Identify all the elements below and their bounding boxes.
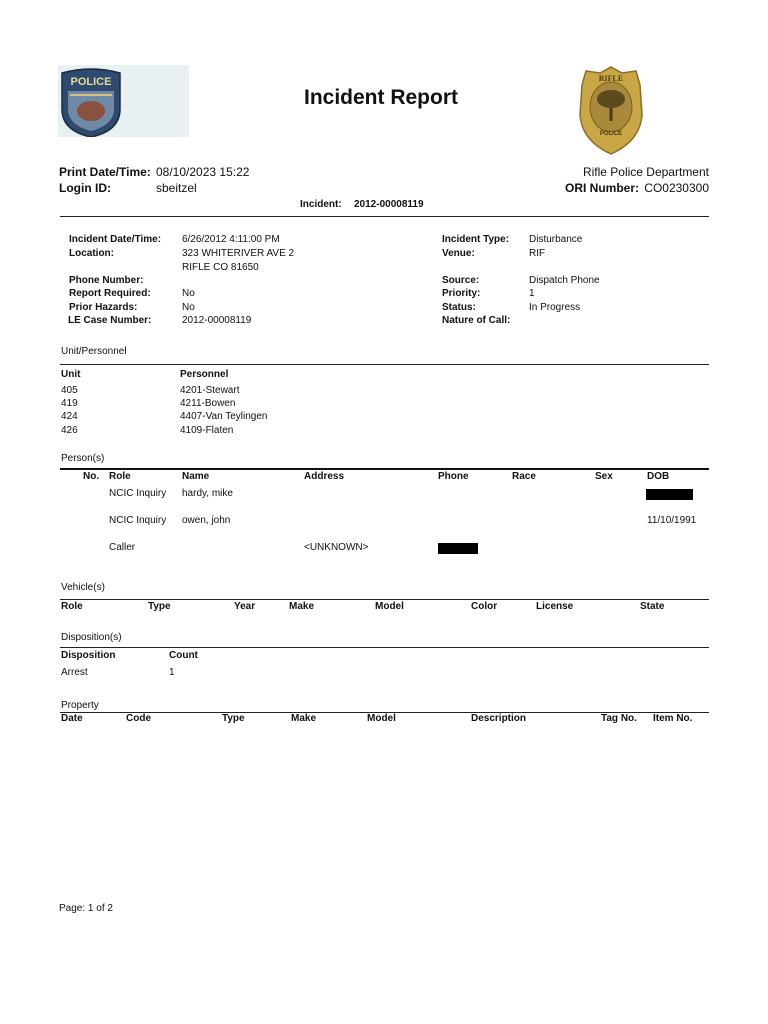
property-header-code: Code — [126, 713, 151, 724]
disposition-header: Disposition — [61, 650, 116, 661]
property-header-make: Make — [291, 713, 317, 724]
header-divider — [60, 216, 709, 217]
person-role: NCIC Inquiry — [109, 488, 167, 499]
badge-lettering-top: RIFLE — [598, 74, 624, 83]
police-patch-logo — [58, 65, 189, 137]
location-line1: 323 WHITERIVER AVE 2 — [182, 248, 295, 259]
person-role: Caller — [109, 542, 136, 553]
vehicles-header-state: State — [640, 601, 665, 612]
prior-hazards-label: Prior Hazards: — [69, 302, 138, 313]
unit-cell: 419 — [61, 398, 78, 409]
personnel-cell: 4211-Bowen — [180, 398, 236, 409]
venue-value: RIF — [529, 248, 546, 259]
source-value: Dispatch Phone — [529, 275, 600, 286]
vehicles-header-model: Model — [375, 601, 404, 612]
le-case-number-label: LE Case Number: — [68, 315, 152, 326]
vehicles-header-make: Make — [289, 601, 315, 612]
property-header-type: Type — [222, 713, 245, 724]
redacted-dob — [646, 489, 693, 500]
priority-value: 1 — [529, 288, 535, 299]
venue-label: Venue: — [442, 248, 475, 259]
count-cell: 1 — [169, 667, 175, 678]
police-badge-logo — [578, 65, 644, 156]
disposition-cell: Arrest — [61, 667, 88, 678]
dispositions-divider — [60, 647, 709, 648]
person-role: NCIC Inquiry — [109, 515, 167, 526]
property-header-tag-no: Tag No. — [601, 713, 637, 724]
login-id-label: Login ID: — [59, 181, 111, 195]
dispositions-section-title: Disposition(s) — [61, 632, 122, 643]
incident-datetime-value: 6/26/2012 4:11:00 PM — [182, 234, 280, 245]
unit-personnel-divider — [60, 364, 709, 365]
person-address: <UNKNOWN> — [304, 542, 369, 553]
person-name: owen, john — [182, 515, 231, 526]
status-value: In Progress — [529, 302, 581, 313]
persons-header-race: Race — [512, 471, 536, 482]
print-datetime-label: Print Date/Time: — [59, 165, 151, 179]
page-title: Incident Report — [304, 86, 459, 109]
incident-label: Incident: — [300, 199, 342, 210]
persons-header-dob: DOB — [647, 471, 670, 482]
property-header-date: Date — [61, 713, 83, 724]
location-label: Location: — [69, 248, 114, 259]
incident-datetime-label: Incident Date/Time: — [69, 234, 162, 245]
vehicles-header-license: License — [536, 601, 574, 612]
incident-number: 2012-00008119 — [354, 199, 424, 210]
badge-lettering-bottom: POLICE — [599, 131, 623, 137]
persons-divider — [60, 468, 709, 470]
persons-header-name: Name — [182, 471, 210, 482]
person-name: hardy, mike — [182, 488, 233, 499]
property-header-description: Description — [471, 713, 527, 724]
incident-type-label: Incident Type: — [442, 234, 510, 245]
persons-section-title: Person(s) — [61, 453, 105, 464]
vehicles-header-year: Year — [234, 601, 256, 612]
prior-hazards-value: No — [182, 302, 195, 313]
property-header-item-no: Item No. — [653, 713, 693, 724]
personnel-cell: 4109-Flaten — [180, 425, 234, 436]
personnel-cell: 4201-Stewart — [180, 385, 240, 396]
source-label: Source: — [442, 275, 480, 286]
persons-header-no: No. — [83, 471, 100, 482]
property-header-model: Model — [367, 713, 396, 724]
vehicles-header-role: Role — [61, 601, 83, 612]
count-header: Count — [169, 650, 198, 661]
location-line2: RIFLE CO 81650 — [182, 262, 259, 273]
vehicles-header-type: Type — [148, 601, 171, 612]
redacted-phone — [438, 543, 478, 554]
le-case-number-value: 2012-00008119 — [182, 315, 252, 326]
vehicles-section-title: Vehicle(s) — [61, 582, 105, 593]
department-name: Rifle Police Department — [582, 165, 709, 179]
unit-cell: 424 — [61, 411, 78, 422]
persons-header-role: Role — [109, 471, 131, 482]
page-number: Page: 1 of 2 — [59, 903, 113, 914]
persons-header-address: Address — [304, 471, 345, 482]
report-required-label: Report Required: — [69, 288, 151, 299]
ori-number-value: CO0230300 — [644, 181, 709, 195]
status-label: Status: — [442, 302, 476, 313]
login-id-value: sbeitzel — [156, 181, 197, 195]
unit-cell: 405 — [61, 385, 78, 396]
personnel-header: Personnel — [180, 369, 229, 380]
personnel-cell: 4407-Van Teylingen — [180, 411, 268, 422]
report-required-value: No — [182, 288, 195, 299]
ori-number-label: ORI Number: — [565, 181, 640, 195]
vehicles-header-color: Color — [471, 601, 498, 612]
persons-header-sex: Sex — [595, 471, 613, 482]
print-datetime-value: 08/10/2023 15:22 — [156, 165, 250, 179]
phone-number-label: Phone Number: — [69, 275, 144, 286]
unit-cell: 426 — [61, 425, 78, 436]
unit-header: Unit — [61, 369, 81, 380]
person-dob: 11/10/1991 — [647, 515, 697, 526]
priority-label: Priority: — [442, 288, 481, 299]
property-section-title: Property — [61, 700, 99, 711]
persons-header-phone: Phone — [438, 471, 469, 482]
vehicles-divider — [60, 599, 709, 600]
patch-lettering: POLICE — [70, 76, 112, 88]
incident-type-value: Disturbance — [529, 234, 583, 245]
unit-personnel-section-title: Unit/Personnel — [61, 346, 127, 357]
nature-of-call-label: Nature of Call: — [442, 315, 511, 326]
